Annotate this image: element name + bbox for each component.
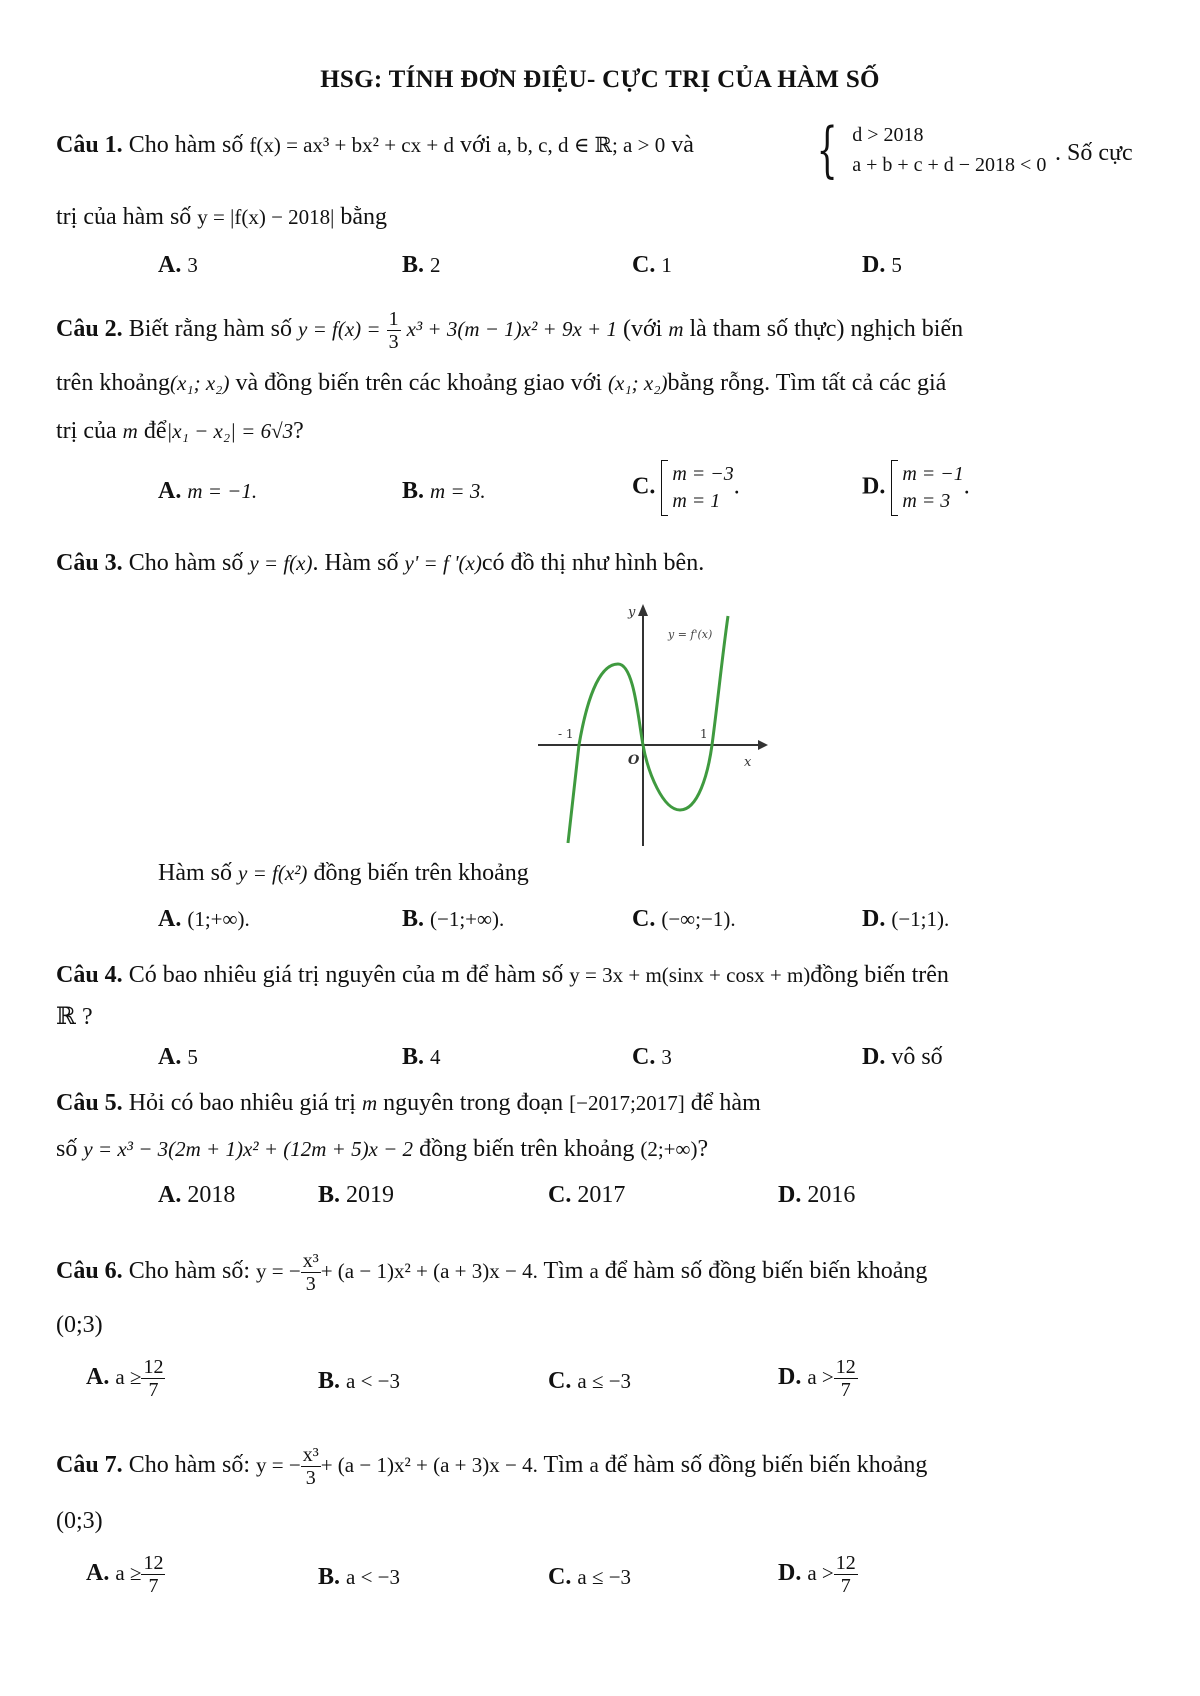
question-7-function-b: + (a − 1)x² + (a + 3)x − 4. <box>320 1453 538 1478</box>
question-1-text: Cho hàm số <box>128 132 244 158</box>
question-2 <box>56 308 963 353</box>
question-6-text-b: Tìm <box>543 1258 584 1285</box>
option-value: 2016 <box>807 1182 856 1208</box>
option-stack-top: m = −1 <box>902 463 964 485</box>
bracket <box>891 460 898 516</box>
question-7-line-2: (0;3) <box>56 1508 103 1534</box>
system-brace: { <box>816 115 838 185</box>
question-7-function-a: y = − <box>256 1453 301 1478</box>
question-7-text: Cho hàm số: <box>128 1452 251 1479</box>
question-5-line2-text-b: đồng biến trên khoảng <box>419 1136 635 1162</box>
question-5-text-b: nguyên trong đoạn <box>383 1090 564 1116</box>
option-value: m = −1. <box>187 479 258 503</box>
option-key: B. <box>318 1182 341 1208</box>
question-2-text: Biết rằng hàm số <box>128 316 292 343</box>
fraction-denominator: 3 <box>305 1273 316 1295</box>
option-stack-bottom: m = 3 <box>902 490 951 512</box>
option-key: A. <box>158 252 182 278</box>
question-1-text-c: và <box>671 132 694 158</box>
question-1-option-a[interactable] <box>158 250 198 280</box>
option-key: C. <box>632 252 656 278</box>
question-1-label: Câu 1. <box>56 132 123 158</box>
question-7-option-b[interactable] <box>318 1562 400 1592</box>
question-5 <box>56 1088 761 1118</box>
question-1-option-b[interactable] <box>402 250 441 280</box>
question-2-line3-text-c: ? <box>293 418 304 444</box>
option-value: (−1;1). <box>891 907 950 931</box>
question-3 <box>56 548 704 578</box>
option-value: 3 <box>187 253 198 277</box>
option-key: A. <box>86 1560 110 1587</box>
question-6-fraction <box>301 1250 321 1295</box>
question-1-condition: a, b, c, d ∈ ℝ; a > 0 <box>497 133 666 157</box>
question-6-option-c[interactable] <box>548 1366 631 1396</box>
question-3-option-d[interactable] <box>862 904 949 934</box>
question-7-param: a <box>589 1453 599 1478</box>
question-5-label: Câu 5. <box>56 1090 123 1116</box>
question-6-option-a[interactable] <box>86 1356 165 1401</box>
question-6-text-c: để hàm số đồng biến biến khoảng <box>604 1258 928 1285</box>
option-key: A. <box>86 1364 110 1391</box>
question-4-text: Có bao nhiêu giá trị nguyên của m để hàm số <box>128 962 564 988</box>
y-axis-arrow <box>638 604 648 616</box>
question-3-option-a[interactable] <box>158 904 250 934</box>
option-key: C. <box>632 473 656 500</box>
option-value: m = 3. <box>430 479 486 503</box>
question-4-option-d[interactable] <box>862 1042 943 1072</box>
option-value: a ≤ −3 <box>577 1565 632 1589</box>
question-7-text-c: để hàm số đồng biến biến khoảng <box>604 1452 928 1479</box>
question-3-function: y = f(x) <box>249 551 313 575</box>
question-3-sub-math: y = f(x²) <box>238 861 308 885</box>
option-prefix: a ≥ <box>115 1561 142 1586</box>
option-key: D. <box>862 252 886 278</box>
question-2-param: m <box>668 317 684 342</box>
question-2-interval: (x₁; x₂) <box>169 371 230 395</box>
fraction-numerator: 12 <box>143 1356 164 1378</box>
question-7-option-a[interactable] <box>86 1552 165 1597</box>
question-5-line-2 <box>56 1134 708 1164</box>
option-key: A. <box>158 478 182 504</box>
option-key: A. <box>158 1044 182 1070</box>
option-value: (1;+∞). <box>187 907 250 931</box>
bracket <box>661 460 668 516</box>
question-3-text-b: . Hàm số <box>312 550 399 576</box>
question-3-text: Cho hàm số <box>128 550 244 576</box>
question-2-line3-text-b: để <box>143 418 167 444</box>
question-3-derivative: y' = f '(x) <box>404 551 482 575</box>
fraction-denominator: 7 <box>148 1379 159 1401</box>
fraction-numerator: 12 <box>143 1552 164 1574</box>
question-2-line-2 <box>56 368 946 398</box>
system-line-1: d > 2018 <box>852 124 924 146</box>
question-3-text-c: có đồ thị như hình bên. <box>481 550 705 576</box>
option-value: a ≤ −3 <box>577 1369 632 1393</box>
system-lines <box>852 120 1046 180</box>
fraction-denominator: 3 <box>388 331 399 353</box>
option-fraction <box>141 1356 165 1401</box>
option-prefix: a ≥ <box>115 1365 142 1390</box>
system-line-2: a + b + c + d − 2018 < 0 <box>852 154 1047 176</box>
question-5-function: y = x³ − 3(2m + 1)x² + (12m + 5)x − 2 <box>83 1137 414 1161</box>
option-stack-top: m = −3 <box>672 463 734 485</box>
question-1-option-d[interactable] <box>862 250 902 280</box>
question-3-sub-text: Hàm số <box>158 860 232 886</box>
question-5-segment: [−2017;2017] <box>569 1091 685 1115</box>
question-7-label: Câu 7. <box>56 1452 123 1479</box>
question-4-option-a[interactable] <box>158 1042 198 1072</box>
curve-label: y = f'(x) <box>668 628 713 641</box>
question-1-text-d: . Số cực <box>1055 140 1133 166</box>
option-key: B. <box>402 252 425 278</box>
question-7-text-b: Tìm <box>543 1452 584 1479</box>
option-value: a < −3 <box>346 1369 401 1393</box>
question-6-option-b[interactable] <box>318 1366 400 1396</box>
option-value: 5 <box>891 253 902 277</box>
question-1-line-2 <box>56 202 387 232</box>
option-prefix: a > <box>807 1365 834 1390</box>
question-2-line-3 <box>56 416 304 446</box>
y-axis-label: y <box>628 605 636 620</box>
option-value: 1 <box>661 253 672 277</box>
option-key: D. <box>778 1560 802 1587</box>
option-key: D. <box>862 1044 886 1070</box>
question-1-line2-text-b: bằng <box>340 204 388 230</box>
option-fraction <box>834 1552 858 1597</box>
option-value: 4 <box>430 1045 441 1069</box>
question-1 <box>56 130 694 160</box>
option-value: 2017 <box>577 1182 626 1208</box>
fraction-denominator: 3 <box>305 1467 316 1489</box>
option-key: D. <box>862 473 886 500</box>
question-5-interval: (2;+∞) <box>640 1137 698 1161</box>
question-4-option-c[interactable] <box>632 1042 672 1072</box>
question-5-text-c: để hàm <box>690 1090 761 1116</box>
question-6-function-a: y = − <box>256 1259 301 1284</box>
option-key: B. <box>318 1564 341 1590</box>
question-5-text: Hỏi có bao nhiêu giá trị <box>128 1090 356 1116</box>
question-7-fraction <box>301 1444 321 1489</box>
question-5-option-b[interactable] <box>318 1180 394 1210</box>
question-1-option-c[interactable] <box>632 250 672 280</box>
question-6-param: a <box>589 1259 599 1284</box>
question-4-text-b: đồng biến trên <box>810 962 949 988</box>
question-7 <box>56 1444 927 1489</box>
option-end: . <box>963 473 970 500</box>
question-6 <box>56 1250 927 1295</box>
question-2-label: Câu 2. <box>56 316 123 343</box>
question-3-label: Câu 3. <box>56 550 123 576</box>
option-value: 3 <box>661 1045 672 1069</box>
question-6-text: Cho hàm số: <box>128 1258 251 1285</box>
option-value: 2018 <box>187 1182 236 1208</box>
question-2-line2-text: trên khoảng <box>56 370 170 396</box>
option-key: D. <box>778 1182 802 1208</box>
option-key: C. <box>632 906 656 932</box>
x-axis-arrow <box>758 740 768 750</box>
option-key: B. <box>402 478 425 504</box>
question-6-line-2: (0;3) <box>56 1312 103 1338</box>
page-title: HSG: TÍNH ĐƠN ĐIỆU- CỰC TRỊ CỦA HÀM SỐ <box>320 66 880 93</box>
option-stack <box>902 461 963 515</box>
question-6-function-b: + (a − 1)x² + (a + 3)x − 4. <box>320 1259 538 1284</box>
question-1-function: f(x) = ax³ + bx² + cx + d <box>249 133 454 157</box>
question-3-option-c[interactable] <box>632 904 736 934</box>
fraction-numerator: x³ <box>302 1250 319 1272</box>
question-6-option-d[interactable] <box>778 1356 858 1401</box>
question-2-line2-text-b: và đồng biến trên các khoảng giao với <box>235 370 603 396</box>
question-4-function: y = 3x + m(sinx + cosx + m) <box>569 963 811 987</box>
option-value: vô số <box>891 1044 943 1070</box>
question-4-line-2: ℝ ? <box>56 1004 93 1030</box>
x-axis-label: x <box>744 755 752 770</box>
option-key: C. <box>632 1044 656 1070</box>
question-2-function-a: y = f(x) = <box>298 317 381 342</box>
option-key: B. <box>402 1044 425 1070</box>
option-key: C. <box>548 1182 572 1208</box>
option-key: D. <box>862 906 886 932</box>
option-value: (−1;+∞). <box>430 907 505 931</box>
question-4-option-b[interactable] <box>402 1042 441 1072</box>
option-key: B. <box>318 1368 341 1394</box>
option-key: A. <box>158 906 182 932</box>
question-2-text-c: là tham số thực) nghịch biến <box>689 316 964 343</box>
option-key: A. <box>158 1182 182 1208</box>
fraction-numerator: 1 <box>388 308 399 330</box>
option-value: a < −3 <box>346 1565 401 1589</box>
question-5-option-c[interactable] <box>548 1180 625 1210</box>
question-2-text-b: (với <box>622 316 663 343</box>
question-5-option-d[interactable] <box>778 1180 855 1210</box>
question-2-option-a[interactable] <box>158 476 257 506</box>
question-5-line2-text: số <box>56 1136 78 1162</box>
question-3-option-b[interactable] <box>402 904 504 934</box>
question-2-option-b[interactable] <box>402 476 486 506</box>
option-key: B. <box>402 906 425 932</box>
question-3-sub <box>158 858 529 888</box>
fraction-numerator: 12 <box>835 1552 856 1574</box>
question-3-sub-text-b: đồng biến trên khoảng <box>313 860 529 886</box>
question-2-option-d[interactable] <box>862 460 970 516</box>
question-2-option-c[interactable] <box>632 460 740 516</box>
question-1-line2-math: y = |f(x) − 2018| <box>197 205 335 229</box>
question-5-line2-text-c: ? <box>697 1136 709 1162</box>
question-6-label: Câu 6. <box>56 1258 123 1285</box>
question-1-system <box>808 115 1047 185</box>
option-stack-bottom: m = 1 <box>672 490 721 512</box>
question-2-line3-math: |x₁ − x₂| = 6√3 <box>166 419 294 443</box>
question-2-fraction <box>387 308 401 353</box>
question-2-param-2: m <box>122 419 138 443</box>
question-4 <box>56 960 949 990</box>
fraction-denominator: 7 <box>840 1379 851 1401</box>
tick-label-positive: 1 <box>700 727 708 741</box>
option-key: C. <box>548 1564 572 1590</box>
fraction-denominator: 7 <box>840 1575 851 1597</box>
option-stack <box>672 461 733 515</box>
question-5-option-a[interactable] <box>158 1180 235 1210</box>
option-end: . <box>733 473 740 500</box>
origin-label: O <box>628 753 640 768</box>
fraction-numerator: 12 <box>835 1356 856 1378</box>
question-2-line2-text-c: bằng rỗng. Tìm tất cả các giá <box>667 370 947 396</box>
question-7-option-d[interactable] <box>778 1552 858 1597</box>
question-1-line2-text: trị của hàm số <box>56 204 192 230</box>
derivative-graph <box>530 598 770 848</box>
fraction-denominator: 7 <box>148 1575 159 1597</box>
option-prefix: a > <box>807 1561 834 1586</box>
question-2-function-b: x³ + 3(m − 1)x² + 9x + 1 <box>406 317 617 342</box>
question-5-param: m <box>361 1091 378 1115</box>
option-value: 5 <box>187 1045 198 1069</box>
question-2-interval-2: (x₁; x₂) <box>608 371 668 395</box>
tick-label-negative: - 1 <box>558 727 574 741</box>
question-2-line3-text: trị của <box>56 418 117 444</box>
option-key: C. <box>548 1368 572 1394</box>
option-value: 2 <box>430 253 441 277</box>
question-4-label: Câu 4. <box>56 962 123 988</box>
option-fraction <box>141 1552 165 1597</box>
fraction-numerator: x³ <box>302 1444 319 1466</box>
option-value: 2019 <box>346 1182 395 1208</box>
option-value: (−∞;−1). <box>661 907 736 931</box>
option-fraction <box>834 1356 858 1401</box>
question-1-text-b: với <box>459 132 492 158</box>
option-key: D. <box>778 1364 802 1391</box>
question-7-option-c[interactable] <box>548 1562 631 1592</box>
